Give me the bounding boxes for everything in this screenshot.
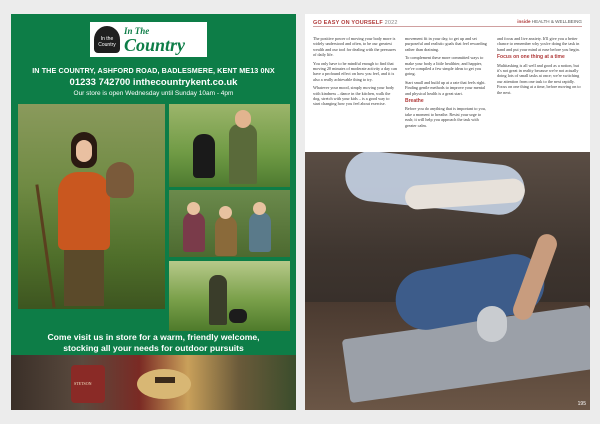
header-topic: HEALTH & WELLBEING bbox=[531, 19, 582, 24]
header-section: inside bbox=[517, 19, 531, 24]
family-member bbox=[249, 212, 271, 252]
hat-icon bbox=[137, 369, 191, 399]
girl-jumper bbox=[58, 172, 110, 250]
paragraph: Multitasking is all well and good as a notion, but it's not great in reality because we're not actually doing lots of small tasks at once; we're switching our attention from one task to the next rapidly. Focus on one thing at a time, before moving on to the next. bbox=[497, 62, 581, 95]
photo-family bbox=[169, 190, 290, 257]
girl-face bbox=[76, 140, 92, 162]
family-member-head bbox=[219, 206, 232, 219]
brand-logo bbox=[90, 22, 207, 57]
man-head bbox=[235, 110, 251, 128]
walking-stick bbox=[35, 184, 55, 307]
page-number: 195 bbox=[577, 401, 586, 407]
section-title-suffix: 2022 bbox=[384, 20, 398, 26]
article-page bbox=[305, 14, 590, 410]
dog-icon bbox=[229, 309, 247, 323]
photo-yoga-class bbox=[305, 152, 590, 410]
subheading-focus: Focus on one thing at a time bbox=[497, 54, 565, 61]
photo-products bbox=[11, 355, 296, 410]
photo-man-with-dog bbox=[169, 104, 290, 187]
column-3 bbox=[497, 36, 581, 98]
store-address: IN THE COUNTRY, ASHFORD ROAD, BADLESMERE, KENT ME13 0NX bbox=[32, 66, 275, 75]
dog-icon bbox=[193, 134, 215, 178]
paragraph: The positive power of moving your body more is widely understood and often, to be our greatest wealth and our tool for dealing with the pressures of daily life. bbox=[313, 36, 397, 58]
welcome-line-2: stocking all your needs for outdoor pursuits bbox=[63, 343, 244, 353]
section-title bbox=[313, 20, 402, 26]
paragraph: Whatever your mood, simply moving your body with kindness – dance in the kitchen, walk the dog, stretch with your kids – is a good way to start changing how you feel about exercise. bbox=[313, 85, 395, 107]
man-figure bbox=[229, 124, 257, 184]
logo-emblem-icon bbox=[94, 26, 120, 53]
hat-band bbox=[155, 377, 175, 383]
owl-icon bbox=[106, 162, 134, 198]
opening-hours: Our store is open Wednesday until Sunday 10am - 4pm bbox=[73, 90, 234, 97]
shooter-figure bbox=[209, 275, 227, 325]
logo-small-text: In The bbox=[124, 26, 150, 36]
paragraph: To complement these more committed ways to make your body a little healthier, and happier, we've compiled a few simple ideas to get you going. bbox=[405, 55, 484, 77]
photo-shooting bbox=[169, 261, 290, 331]
paragraph: Start small and build up at a rate that feels right. Finding gentle methods to improve your mental and physical health is a great start. bbox=[405, 79, 486, 96]
logo-brand-text: Country bbox=[124, 35, 186, 55]
article-columns bbox=[313, 36, 582, 156]
column-1 bbox=[313, 36, 397, 110]
family-member-head bbox=[187, 202, 200, 215]
running-header bbox=[513, 19, 582, 24]
man-head bbox=[477, 306, 507, 342]
family-member bbox=[183, 212, 205, 252]
family-member bbox=[215, 216, 237, 256]
advert-page bbox=[11, 14, 296, 410]
family-member-head bbox=[253, 202, 266, 215]
section-title-text: GO EASY ON YOURSELF bbox=[313, 20, 383, 26]
paragraph: Before you do anything that is important to you, take a moment to breathe. Resist your urge to rush; it will help you approach the task with greater calm. bbox=[405, 106, 486, 128]
section-divider bbox=[313, 26, 582, 27]
phone-and-website: 01233 742700 inthecountrykent.co.uk bbox=[69, 77, 238, 88]
column-2 bbox=[405, 36, 489, 131]
photo-girl-with-owl bbox=[18, 104, 165, 309]
logo-emblem-text: In the Country bbox=[98, 36, 116, 48]
girl-legs bbox=[64, 248, 104, 306]
paragraph: and focus and live anxiety. It'll give you a better chance to remember why you're doing the task in hand and put your mind at ease before you begin. bbox=[497, 36, 580, 52]
paragraph: movement fit in your day, to get up and set purposeful and realistic goals that feel rewarding rather than draining. bbox=[405, 36, 487, 52]
paragraph: You only have to be mindful enough to find that moving 20 minutes of moderate activity a day can have a profound effect on how you feel, and it is also a really achievable thing to try. bbox=[313, 60, 397, 82]
subheading-breathe: Breathe bbox=[405, 98, 424, 105]
tin-label: STETSON bbox=[74, 381, 92, 386]
welcome-line-1: Come visit us in store for a warm, friendly welcome, bbox=[47, 332, 260, 342]
welcome-message bbox=[11, 332, 296, 354]
